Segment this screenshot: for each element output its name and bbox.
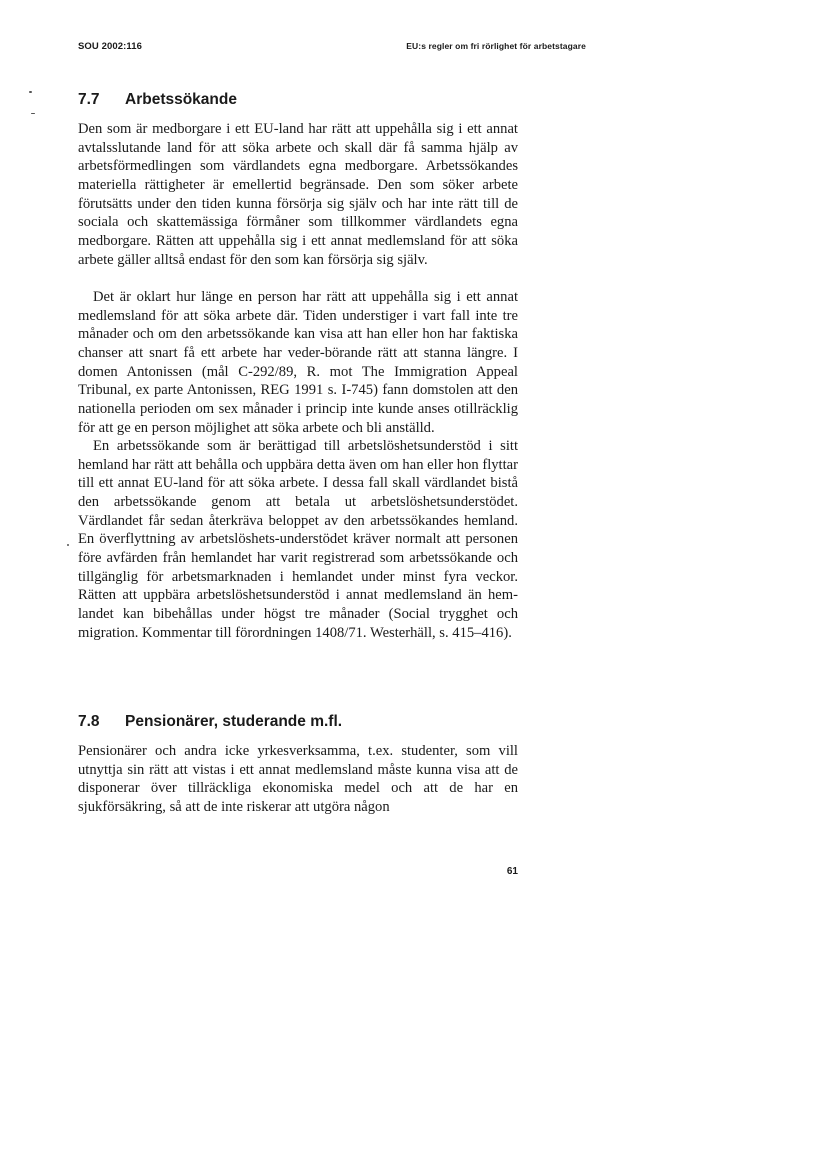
- paragraph: Den som är medborgare i ett EU-land har rätt att uppehålla sig i ett annat avtalsslutande land för att söka arbete och skall där få samma hjälp av arbetsförmedlingen som värdlandets egna medborgare. Arbetssökandes materiella rättigheter är emellertid begränsade. Den som söker arbete förutsätts under den tiden kunna försörja sig själv och har inte rätt till de sociala och skattemässiga förmåner som tillkommer värdlandets egna medborgare. Rätten att uppehålla sig i ett annat medlemsland för att söka arbete gäller alltså endast för den som kan försörja sig själv.: [78, 121, 518, 268]
- scan-speck: [31, 113, 35, 114]
- paragraph: Pensionärer och andra icke yrkesverksamma, t.ex. studenter, som vill utnyttja sin rätt att vistas i ett annat medlemsland måste kunna visa att de disponerar över tillräckliga ekonomiska medel och att de har en sjukförsäkring, så att de inte riskerar att utgöra någon: [78, 743, 518, 815]
- section-number: 7.7: [78, 91, 100, 108]
- report-id: SOU 2002:116: [78, 41, 143, 52]
- section-heading-7-7: [78, 91, 237, 109]
- scan-speck: [67, 544, 69, 546]
- section-heading-7-8: [78, 713, 342, 731]
- chapter-title: EU:s regler om fri rörlighet för arbetstagare: [406, 41, 586, 51]
- paragraph: En arbetssökande som är berättigad till arbetslöshetsunderstöd i sitt hemland har rätt att behålla och uppbära detta även om han eller hon flyttar till ett annat EU-land för att söka arbete. I dessa fall skall värdlandet bistå den arbetssökande genom att betala ut arbetslöshetsunderstödet. Värdlandet får sedan återkräva beloppet av den arbetssökandes hemland. En överflyttning av arbetslöshets-understödet kräver normalt att personen före avfärden från hemlandet har varit registrerad som arbetssökande och tillgänglig för arbetsmarknaden i hemlandet under minst fyra veckor. Rätten att uppbära arbetslöshetsunderstöd i annat medlemsland än hem-landet kan bibehållas under högst tre månader (Social trygghet och migration. Kommentar till förordningen 1408/71. Westerhäll, s. 415–416).: [78, 438, 518, 641]
- section-title: Pensionärer, studerande m.fl.: [125, 713, 343, 730]
- scan-speck: [29, 91, 32, 93]
- section-title: Arbetssökande: [125, 91, 237, 108]
- page-number: 61: [506, 866, 518, 877]
- paragraph: Det är oklart hur länge en person har rätt att uppehålla sig i ett annat medlemsland för att söka arbete där. Tiden understiger i vart fall inte tre månader och om den arbetssökande kan visa att han eller hon har faktiska chanser att snart få ett arbete har veder-börande rätt att stanna längre. I domen Antonissen (mål C-292/89, R. mot The Immigration Appeal Tribunal, ex parte Antonissen, REG 1991 s. I-745) fann domstolen att den nationella perioden om sex månader i princip inte kunde anses otillräcklig för att ge en person möjlighet att söka arbete och bli anställd.: [78, 289, 518, 436]
- section-number: 7.8: [78, 713, 100, 730]
